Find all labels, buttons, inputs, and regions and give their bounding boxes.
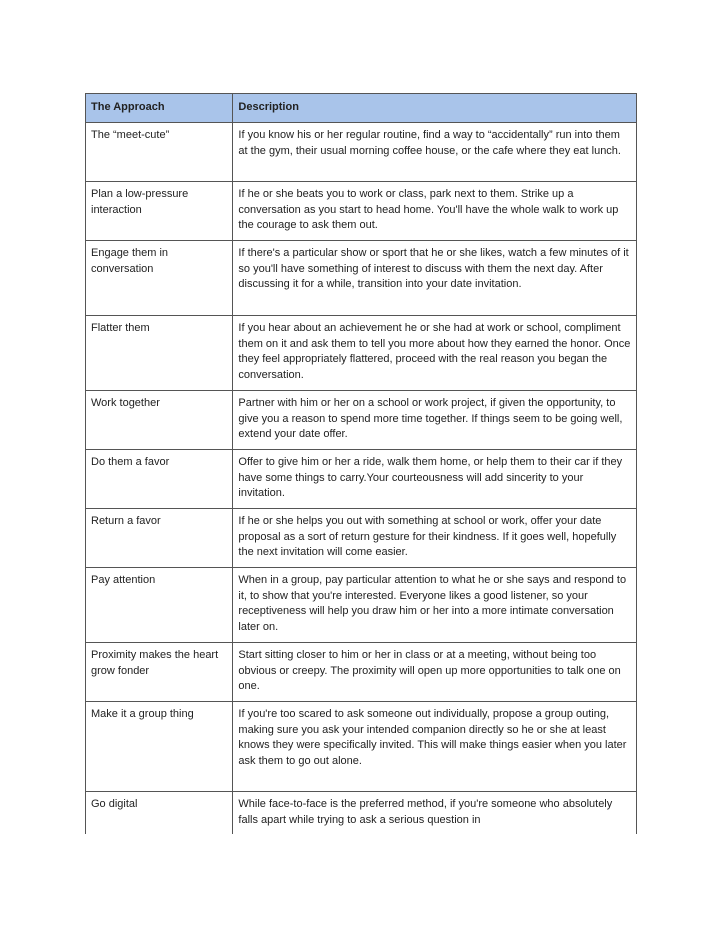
approach-cell: Return a favor: [86, 509, 233, 568]
header-approach: The Approach: [86, 94, 233, 123]
approach-cell: Go digital: [86, 792, 233, 834]
description-cell: If you know his or her regular routine, find a way to “accidentally” run into them at the gym, their usual morning coffee house, or the cafe where they eat lunch.: [233, 123, 637, 182]
approach-cell: Proximity makes the heart grow fonder: [86, 643, 233, 702]
description-cell: If you hear about an achievement he or she had at work or school, compliment them on it and ask them to tell you more about how they earned the honor. Once they feel appropriately flattered, proceed with the real reason you began the conversation.: [233, 316, 637, 391]
description-cell: Offer to give him or her a ride, walk them home, or help them to their car if they have some things to carry.Your courteousness will add sincerity to your invitation.: [233, 450, 637, 509]
table-row: [86, 568, 637, 643]
approach-cell: Make it a group thing: [86, 702, 233, 792]
approach-cell: Engage them in conversation: [86, 241, 233, 316]
table-row: [86, 391, 637, 450]
table-row: [86, 450, 637, 509]
description-cell: If he or she helps you out with something at school or work, offer your date proposal as a sort of return gesture for their kindness. If it goes well, hopefully the next invitation will come easier.: [233, 509, 637, 568]
table-header-row: [86, 94, 637, 123]
approach-cell: Pay attention: [86, 568, 233, 643]
approach-cell: Do them a favor: [86, 450, 233, 509]
table-row: [86, 316, 637, 391]
table-row: [86, 509, 637, 568]
description-cell: If there's a particular show or sport that he or she likes, watch a few minutes of it so you'll have something of interest to discuss with them the next day. After discussing it for a while, transition into your date invitation.: [233, 241, 637, 316]
approach-table: [85, 93, 637, 834]
table-row: [86, 792, 637, 834]
description-cell: When in a group, pay particular attention to what he or she says and respond to it, to show that you're interested. Everyone likes a good listener, so your receptiveness will help you draw him or her into a more intimate conversation later on.: [233, 568, 637, 643]
table-row: [86, 702, 637, 792]
approach-cell: Plan a low-pressure interaction: [86, 182, 233, 241]
approach-cell: Flatter them: [86, 316, 233, 391]
header-description: Description: [233, 94, 637, 123]
description-cell: While face-to-face is the preferred method, if you're someone who absolutely falls apart while trying to ask a serious question in: [233, 792, 637, 834]
table-row: [86, 241, 637, 316]
table-row: [86, 643, 637, 702]
table-row: [86, 182, 637, 241]
table-row: [86, 123, 637, 182]
description-cell: If he or she beats you to work or class, park next to them. Strike up a conversation as you start to head home. You'll have the whole walk to work up the courage to ask them out.: [233, 182, 637, 241]
approach-cell: The “meet-cute”: [86, 123, 233, 182]
approach-cell: Work together: [86, 391, 233, 450]
description-cell: If you're too scared to ask someone out individually, propose a group outing, making sure you ask your intended companion directly so he or she at least knows they were specifically invited. This will make things easier when you later ask them to go out alone.: [233, 702, 637, 792]
description-cell: Partner with him or her on a school or work project, if given the opportunity, to give you a reason to spend more time together. If things seem to be going well, extend your date offer.: [233, 391, 637, 450]
description-cell: Start sitting closer to him or her in class or at a meeting, without being too obvious or creepy. The proximity will open up more opportunities to talk one on one.: [233, 643, 637, 702]
